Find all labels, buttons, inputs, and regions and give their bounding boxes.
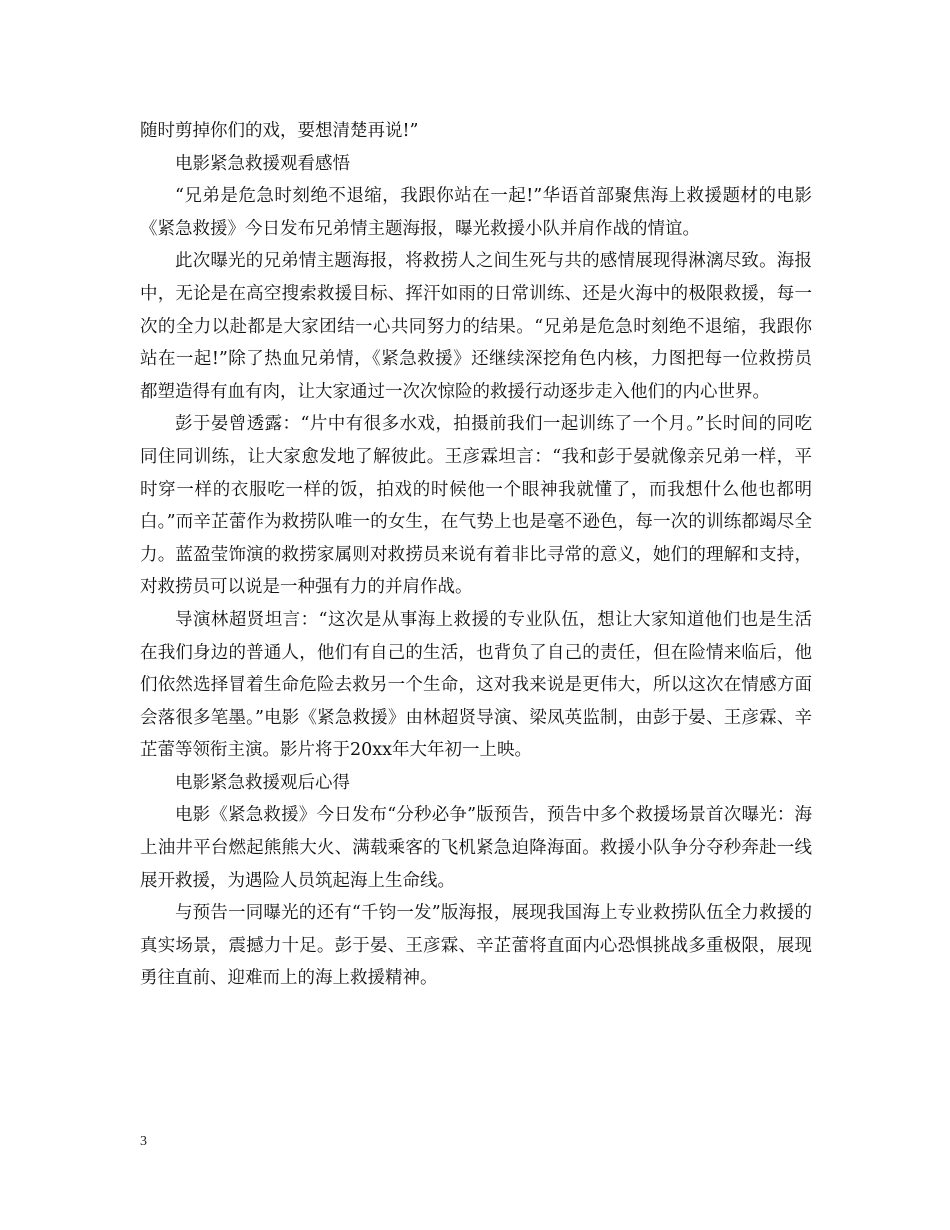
paragraph: 与预告一同曝光的还有“千钧一发”版海报，展现我国海上专业救捞队伍全力救援的真实场景，震撼力十足。彭于晏、王彦霖、辛芷蕾将直面内心恐惧挑战多重极限，展现勇往直前、迎难而上的海上救援精神。: [140, 903, 812, 989]
paragraph: “兄弟是危急时刻绝不退缩，我跟你站在一起!”华语首部聚焦海上救援题材的电影《紧急救援》今日发布兄弟情主题海报，曝光救援小队并肩作战的情谊。: [140, 186, 812, 239]
page-number: 3: [140, 1134, 147, 1149]
paragraph: 此次曝光的兄弟情主题海报，将救捞人之间生死与共的感情展现得淋漓尽致。海报中，无论是在高空搜索救援目标、挥汗如雨的日常训练、还是火海中的极限救援，每一次的全力以赴都是大家团结一心共同努力的结果。“兄弟是危急时刻绝不退缩，我跟你站在一起!”除了热血兄弟情，《紧急救援》还继续深挖角色内核，力图把每一位救捞员都塑造得有血有肉，让大家通过一次次惊险的救援行动逐步走入他们的内心世界。: [140, 251, 812, 402]
paragraph: 电影《紧急救援》今日发布“分秒必争”版预告，预告中多个救援场景首次曝光：海上油井平台燃起熊熊大火、满载乘客的飞机紧急迫降海面。救援小队争分夺秒奔赴一线展开救援，为遇险人员筑起海上生命线。: [140, 805, 812, 891]
section-heading: 电影紧急救援观看感悟: [175, 153, 350, 174]
paragraph: 随时剪掉你们的戏，要想清楚再说!”: [140, 121, 419, 141]
section-heading: 电影紧急救援观后心得: [175, 772, 350, 793]
paragraph: 彭于晏曾透露：“片中有很多水戏，拍摄前我们一起训练了一个月。”长时间的同吃同住同训练，让大家愈发地了解彼此。王彦霖坦言：“我和彭于晏就像亲兄弟一样，平时穿一样的衣服吃一样的饭，拍戏的时候他一个眼神我就懂了，而我想什么他也都明白。”而辛芷蕾作为救捞队唯一的女生，在气势上也是毫不逊色，每一次的训练都竭尽全力。蓝盈莹饰演的救捞家属则对救捞员来说有着非比寻常的意义，她们的理解和支持，对救捞员可以说是一种强有力的并肩作战。: [140, 414, 812, 598]
paragraph: 导演林超贤坦言：“这次是从事海上救援的专业队伍，想让大家知道他们也是生活在我们身边的普通人，他们有自己的生活，也背负了自己的责任，但在险情来临后，他们依然选择冒着生命危险去救另一个生命，这对我来说是更伟大，所以这次在情感方面会落很多笔墨。”电影《紧急救援》由林超贤导演、梁凤英监制，由彭于晏、王彦霖、辛芷蕾等领衔主演。影片将于20xx年大年初一上映。: [140, 609, 812, 761]
document-body: [140, 115, 812, 995]
